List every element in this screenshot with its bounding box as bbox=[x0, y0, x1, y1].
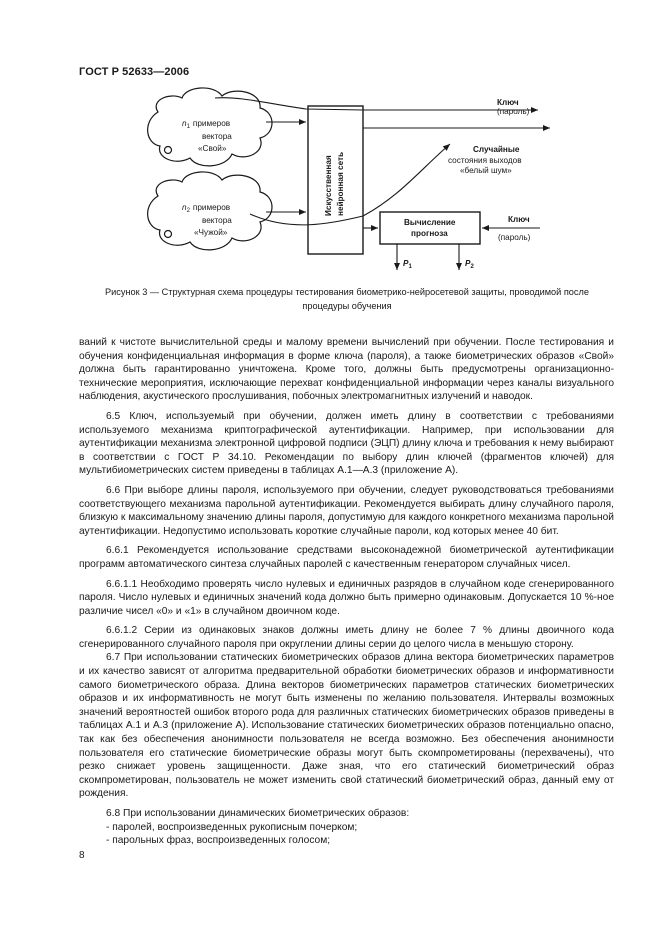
random-label-3: «белый шум» bbox=[460, 166, 512, 175]
paragraph-6-6-1-1: 6.6.1.1 Необходимо проверять число нулевых и единичных разрядов в случайном коде сгенерированного пароля. Число нулевых и единичных значений кода должно быть примерно одинаковым. Допускается 10 %-ное различие чисел «0» и «1» в случайном двоичном коде. bbox=[79, 578, 614, 617]
key-right-label-2: (пароль) bbox=[498, 233, 531, 242]
cloud-alien-sensor bbox=[165, 231, 172, 238]
diagram-svg bbox=[0, 0, 661, 282]
key-top-label-2: (пароль) bbox=[497, 107, 530, 116]
cloud-own-n: $n_1$ примеров bbox=[182, 119, 231, 130]
key-top-label-1: Ключ bbox=[497, 98, 519, 107]
calc-label-1: Вычисление bbox=[404, 218, 456, 227]
paragraph-6-7: 6.7 При использовании статических биометрических образов длина вектора биометрических параметров и их качество зависят от алгоритма предварительной обработки биометрических образов и информативности самого биометрического образа. Длина векторов биометрических параметров статических биометрических образов и их информативность не могут быть изменены по желанию пользователя. Интервалы возможных значений вероятностей ошибок второго рода для различных статических биометрических образов приведены в таблицах А.1 и А.3 (приложение А). Использование статических биометрических образов потенциально опасно, так как без обеспечения анонимности пользователя не всегда возможно. Без обеспечения анонимности пользователя его статические биометрические образы могут быть скомпрометированы (перехвачены), что резко снижает уровень защищенности. Даже зная, что его статический биометрический образ скомпрометирован, пользователь не может изменить свой статический биометрический образ, данный ему от рождения. bbox=[79, 652, 614, 800]
random-label-1: Случайные bbox=[473, 145, 520, 154]
caption-line-2: процедуры обучения bbox=[302, 301, 392, 311]
calc-label-2: прогноза bbox=[411, 229, 448, 238]
paragraph-6-6: 6.6 При выборе длины пароля, используемого при обучении, следует руководствоваться требованиями соответствующего механизма парольной аутентификации. Рекомендуется выбирать длину случайного пароля, близкую к максимальному значению длины пароля, допустимую для каждого конкретного механизма парольной аутентификации. Недопустимо использовать короткие случайные пароли, код которых менее 40 бит. bbox=[79, 484, 614, 537]
curve-alien-path bbox=[250, 214, 363, 225]
paragraph-6-6-1-2: 6.6.1.2 Серии из одинаковых знаков должны иметь длину не более 7 % длины двоичного кода сгенерированного случайного пароля при округлении длины серии до целого числа в меньшую сторону. bbox=[79, 625, 614, 650]
cloud-own-line2: вектора bbox=[202, 132, 232, 141]
arrow-key-output bbox=[215, 98, 538, 110]
random-label-2: состояния выходов bbox=[448, 156, 522, 165]
paragraph-6-5: 6.5 Ключ, используемый при обучении, должен иметь длину в соответствии с требованиями используемого механизма криптографической аутентификации. Например, при использовании для аутентификации механизма электронной цифровой подписи (ЭЦП) длину ключа и требования к нему выбирают в соответствии с ГОСТ Р 34.10. Рекомендации по выбору длин ключей (фрагментов ключей) для мультибиометрических систем приведены в таблицах А.1—А.3 (приложение А). bbox=[79, 410, 614, 477]
paragraph-6-8: 6.8 При использовании динамических биометрических образов: bbox=[106, 808, 410, 819]
arrow-alien-to-random bbox=[363, 144, 450, 216]
forecast-box bbox=[380, 212, 480, 244]
cloud-alien-n: $n_2$ примеров bbox=[182, 203, 231, 214]
p1-label: $P_1$ bbox=[403, 259, 412, 270]
figure-caption bbox=[78, 285, 616, 313]
paragraph-continuation: ваний к чистоте вычислительной среды и малому времени вычислений при обучении. После тестирования и обучения конфиденциальная информация в форме ключа (пароля), а также биометрических образов «Свой» должна быть гарантированно уничтожена. Кроме того, должны быть предусмотрены организационно-технические мероприятия, исключающие перехват конфиденциальной информации через каналы визуального наблюдения, акустического прослушивания, побочных электромагнитных излучений и наводок. bbox=[79, 337, 614, 403]
network-label-1: Искусственная bbox=[324, 155, 333, 216]
cloud-alien-line2: вектора bbox=[202, 216, 232, 225]
cloud-own-sensor bbox=[165, 147, 172, 154]
document-header: ГОСТ Р 52633—2006 bbox=[79, 66, 190, 78]
list-item: - паролей, воспроизведенных рукописным почерком; bbox=[106, 821, 358, 833]
page-number: 8 bbox=[79, 850, 85, 861]
paragraph-6-6-1: 6.6.1 Рекомендуется использование средствами высоконадежной биометрической аутентификации программ автоматического синтеза случайных паролей с качественным генератором случайных чисел. bbox=[79, 545, 614, 570]
cloud-alien-line3: «Чужой» bbox=[194, 228, 228, 237]
structure-diagram bbox=[0, 0, 661, 282]
body-text bbox=[79, 336, 614, 848]
list-item: - парольных фраз, воспроизведенных голосом; bbox=[106, 835, 331, 847]
p2-label: $P_2$ bbox=[465, 259, 474, 270]
cloud-own-line3: «Свой» bbox=[198, 144, 227, 153]
caption-line-1: Рисунок 3 — Структурная схема процедуры тестирования биометрико-нейросетевой защиты, проводимой после bbox=[105, 287, 589, 297]
key-right-label-1: Ключ bbox=[508, 215, 530, 224]
network-label-2: нейронная сеть bbox=[336, 151, 345, 216]
